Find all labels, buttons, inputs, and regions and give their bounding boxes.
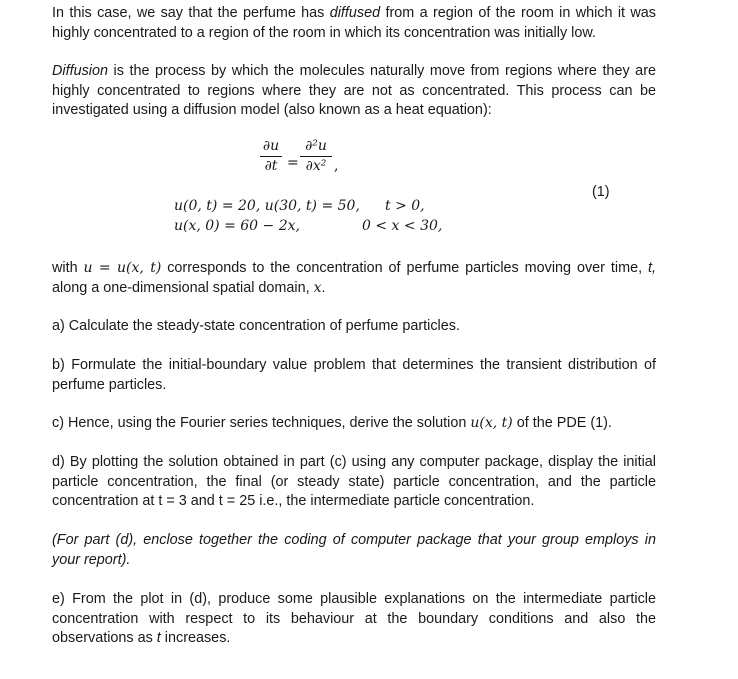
diffusion-emphasis: Diffusion xyxy=(52,63,108,79)
question-e-text-a: e) From the plot in (d), produce some plausible explanations on the intermediate particle concentration with respect to its behaviour at the boundary conditions and also the observations as xyxy=(52,591,656,646)
question-b: b) Formulate the initial-boundary value problem that determines the transient distribution of perfume particles. xyxy=(52,357,656,393)
fraction-d2u-numerator: ∂²u xyxy=(305,138,327,154)
question-a: a) Calculate the steady-state concentration of perfume particles. xyxy=(52,318,460,334)
question-c-solution-u: u(x, t) xyxy=(470,415,513,431)
diffusion-definition-paragraph xyxy=(52,62,656,121)
equation-number: (1) xyxy=(592,184,610,200)
question-e-text-b: increases. xyxy=(160,630,231,646)
variable-text-d: along a one-dimensional spatial domain, xyxy=(52,279,314,296)
question-d: d) By plotting the solution obtained in part (c) using any computer package, display the initial particle concentration, the final (or steady state) particle concentration, and the particle concentration at t = 3 and t = 25 i.e., the intermediate particle concentration. xyxy=(52,454,656,509)
fraction-du-numerator: ∂u xyxy=(262,138,280,154)
intro-text-b: from a region of the room in which it was highly concentrated to a region of the room in which its concentration was initially low. xyxy=(52,5,656,41)
variable-description-paragraph xyxy=(52,259,656,298)
variable-x: x xyxy=(313,279,322,296)
fraction-dt-denominator: ∂t xyxy=(264,158,278,174)
variable-t: t, xyxy=(648,260,657,276)
diffusion-definition-text: is the process by which the molecules naturally move from regions where they are highly concentrated to regions where they are not as concentrated. This process can be investigated using a diffusion model (also known as a heat equation): xyxy=(52,63,656,118)
question-e-t: t xyxy=(156,630,161,646)
initial-condition: u(x, 0) = 60 − 2x, xyxy=(174,218,300,234)
intro-emphasis-diffused: diffused xyxy=(329,5,381,21)
question-c-text-b: of the PDE (1). xyxy=(512,415,612,431)
fraction-du-dt xyxy=(260,138,282,175)
initial-domain-condition: 0 < x < 30, xyxy=(362,218,443,234)
variable-u-definition: u = u(x, t) xyxy=(83,260,162,276)
boundary-time-condition: t > 0, xyxy=(385,198,425,214)
equals-sign: = xyxy=(287,155,299,171)
intro-text-a: In this case, we say that the perfume has xyxy=(52,5,330,21)
fraction-bar xyxy=(260,156,282,157)
question-c xyxy=(52,414,656,434)
question-e xyxy=(52,590,656,649)
equation-comma: , xyxy=(334,158,339,174)
part-d-note: (For part (d), enclose together the coding of computer package that your group employs in your report). xyxy=(52,532,656,568)
question-c-text-a: c) Hence, using the Fourier series techniques, derive the solution xyxy=(52,415,471,431)
fraction-bar xyxy=(300,156,332,157)
fraction-dx2-denominator: ∂x² xyxy=(305,158,327,174)
intro-paragraph xyxy=(52,4,656,43)
variable-text-a: with xyxy=(52,260,84,276)
variable-text-b: corresponds to the concentration of perfume particles moving over time, xyxy=(161,260,649,276)
boundary-conditions: u(0, t) = 20, u(30, t) = 50, xyxy=(174,198,360,214)
fraction-d2u-dx2 xyxy=(300,138,332,175)
variable-text-e: . xyxy=(321,279,326,296)
